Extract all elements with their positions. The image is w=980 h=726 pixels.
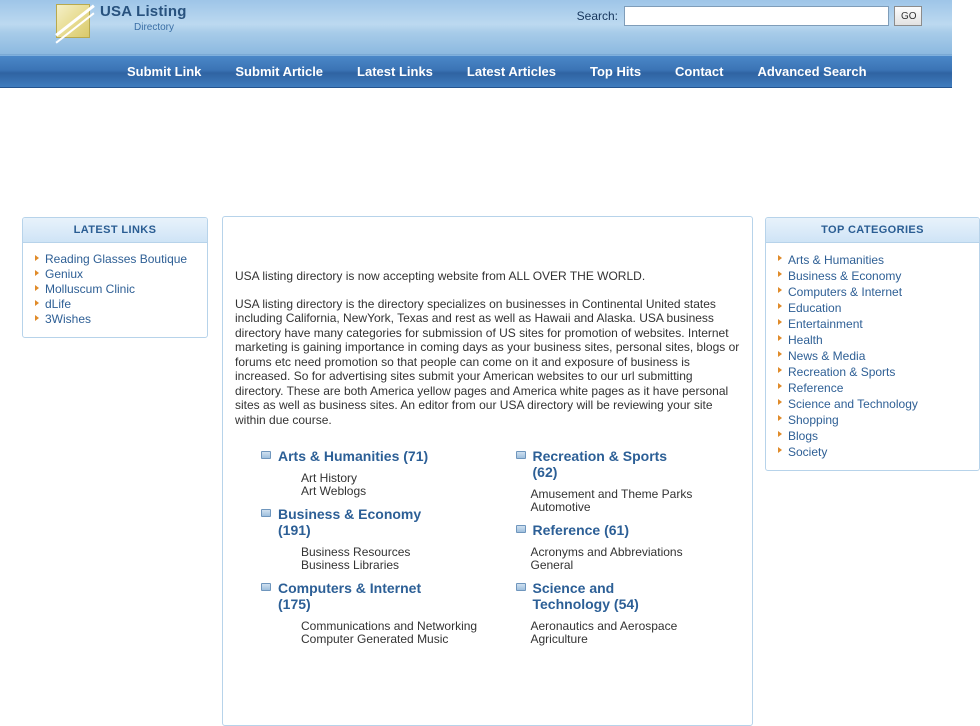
subcategory-business-resources[interactable]: Business Resources bbox=[301, 545, 411, 559]
list-item[interactable] bbox=[766, 412, 979, 428]
category-link-arts-humanities[interactable]: Arts & Humanities (71) bbox=[261, 448, 431, 464]
logo-subtitle: Directory bbox=[134, 22, 175, 33]
top-category-entertainment[interactable]: Entertainment bbox=[788, 317, 863, 331]
nav-item-advanced-search[interactable]: Advanced Search bbox=[757, 64, 867, 79]
subcategory-amusement-theme-parks[interactable]: Amusement and Theme Parks bbox=[530, 487, 693, 501]
subcategory-list-business-economy bbox=[261, 546, 488, 572]
intro-text bbox=[223, 217, 752, 427]
category-column-left bbox=[223, 448, 488, 654]
category-grid bbox=[223, 438, 752, 654]
category-link-business-economy[interactable]: Business & Economy (191) bbox=[261, 506, 431, 538]
list-item[interactable] bbox=[766, 364, 979, 380]
folder-icon bbox=[261, 451, 271, 459]
latest-link-3wishes[interactable]: 3Wishes bbox=[45, 312, 92, 326]
subcategory-business-libraries[interactable]: Business Libraries bbox=[301, 558, 400, 572]
top-category-science-technology[interactable]: Science and Technology bbox=[788, 397, 918, 411]
subcategory-automotive[interactable]: Automotive bbox=[530, 500, 591, 514]
latest-links-list bbox=[23, 252, 207, 327]
list-item[interactable] bbox=[766, 444, 979, 460]
top-category-health[interactable]: Health bbox=[788, 333, 823, 347]
logo-title: USA Listing bbox=[100, 3, 187, 20]
bullet-arrow-icon bbox=[778, 431, 782, 437]
list-item[interactable] bbox=[23, 252, 207, 267]
folder-icon bbox=[516, 583, 526, 591]
bullet-arrow-icon bbox=[778, 255, 782, 261]
list-item[interactable] bbox=[766, 380, 979, 396]
list-item[interactable] bbox=[301, 633, 488, 646]
folder-icon bbox=[261, 583, 271, 591]
nav-item-contact[interactable]: Contact bbox=[675, 64, 724, 79]
list-item[interactable] bbox=[23, 267, 207, 282]
top-categories-list bbox=[766, 252, 979, 460]
subcategory-agriculture[interactable]: Agriculture bbox=[530, 632, 588, 646]
list-item[interactable] bbox=[531, 501, 753, 514]
latest-link-dlife[interactable]: dLife bbox=[45, 297, 72, 311]
subcategory-computer-generated-music[interactable]: Computer Generated Music bbox=[301, 632, 449, 646]
bullet-arrow-icon bbox=[35, 285, 39, 291]
list-item[interactable] bbox=[23, 297, 207, 312]
list-item[interactable] bbox=[766, 332, 979, 348]
top-category-news-media[interactable]: News & Media bbox=[788, 349, 866, 363]
bullet-arrow-icon bbox=[35, 255, 39, 261]
list-item[interactable] bbox=[766, 300, 979, 316]
bullet-arrow-icon bbox=[778, 383, 782, 389]
subcategory-aeronautics-aerospace[interactable]: Aeronautics and Aerospace bbox=[530, 619, 678, 633]
latest-link-geniux[interactable]: Geniux bbox=[45, 267, 84, 281]
list-item[interactable] bbox=[23, 312, 207, 327]
bullet-arrow-icon bbox=[778, 367, 782, 373]
list-item[interactable] bbox=[766, 348, 979, 364]
subcategory-list-arts-humanities bbox=[261, 472, 488, 498]
search-go-button[interactable]: GO bbox=[894, 6, 922, 26]
list-item[interactable] bbox=[766, 268, 979, 284]
search-input[interactable] bbox=[624, 6, 889, 26]
logo-icon bbox=[56, 4, 90, 38]
list-item[interactable] bbox=[766, 428, 979, 444]
latest-links-body bbox=[23, 243, 207, 337]
top-category-reference[interactable]: Reference bbox=[788, 381, 844, 395]
subcategory-communications-networking[interactable]: Communications and Networking bbox=[301, 619, 478, 633]
list-item[interactable] bbox=[531, 633, 753, 646]
list-item[interactable] bbox=[301, 559, 488, 572]
latest-link-reading-glasses-boutique[interactable]: Reading Glasses Boutique bbox=[45, 252, 188, 266]
folder-icon bbox=[516, 525, 526, 533]
site-header bbox=[0, 0, 952, 55]
nav-item-latest-links[interactable]: Latest Links bbox=[357, 64, 433, 79]
category-block-arts-humanities bbox=[261, 448, 488, 498]
category-block-computers-internet bbox=[261, 580, 488, 646]
latest-links-panel bbox=[22, 217, 208, 338]
subcategory-general[interactable]: General bbox=[530, 558, 574, 572]
category-block-recreation-sports bbox=[516, 448, 753, 514]
subcategory-acronyms-abbreviations[interactable]: Acronyms and Abbreviations bbox=[530, 545, 683, 559]
list-item[interactable] bbox=[301, 485, 488, 498]
bullet-arrow-icon bbox=[35, 315, 39, 321]
category-block-reference bbox=[516, 522, 753, 572]
top-category-business-economy[interactable]: Business & Economy bbox=[788, 269, 902, 283]
nav-item-top-hits[interactable]: Top Hits bbox=[590, 64, 642, 79]
bullet-arrow-icon bbox=[35, 270, 39, 276]
nav-item-latest-articles[interactable]: Latest Articles bbox=[466, 64, 557, 79]
search-label: Search: bbox=[576, 9, 618, 23]
bullet-arrow-icon bbox=[778, 319, 782, 325]
logo-text bbox=[100, 4, 187, 33]
list-item[interactable] bbox=[531, 559, 753, 572]
subcategory-list-science-technology bbox=[516, 620, 753, 646]
category-block-business-economy bbox=[261, 506, 488, 572]
top-categories-body bbox=[766, 243, 979, 470]
nav-item-submit-article[interactable]: Submit Article bbox=[235, 64, 324, 79]
list-item[interactable] bbox=[766, 252, 979, 268]
intro-paragraph-2: USA listing directory is the directory specializes on businesses in Continental United states including California, NewYork, Texas and rest as well as Hawaii and Alaska. USA business directory have many categories for submission of US sites for promotion of websites. Internet marketing is gaining importance in coming days as your business sites, personal sites, blogs or forums etc need promotion so that people can come on it and exposure of business is increased. So for advertising sites submit your American websites to our url submitting directory. These are both America yellow pages and America white pages as it have personal sites as well as business sites. An editor from our USA directory will be reviewing your site within due course. bbox=[235, 296, 740, 427]
main-navigation bbox=[0, 55, 952, 88]
latest-links-title: LATEST LINKS bbox=[23, 218, 207, 243]
subcategory-art-history[interactable]: Art History bbox=[301, 471, 358, 485]
top-category-recreation-sports[interactable]: Recreation & Sports bbox=[788, 365, 896, 379]
bullet-arrow-icon bbox=[35, 300, 39, 306]
list-item[interactable] bbox=[23, 282, 207, 297]
subcategory-list-reference bbox=[516, 546, 753, 572]
bullet-arrow-icon bbox=[778, 447, 782, 453]
latest-link-molluscum-clinic[interactable]: Molluscum Clinic bbox=[45, 282, 136, 296]
category-link-reference[interactable]: Reference (61) bbox=[516, 522, 686, 538]
top-category-computers-internet[interactable]: Computers & Internet bbox=[788, 285, 903, 299]
top-category-society[interactable]: Society bbox=[788, 445, 828, 459]
top-category-shopping[interactable]: Shopping bbox=[788, 413, 839, 427]
list-item[interactable] bbox=[766, 284, 979, 300]
site-logo[interactable] bbox=[56, 4, 187, 38]
intro-paragraph-1: USA listing directory is now accepting website from ALL OVER THE WORLD. bbox=[235, 269, 646, 283]
subcategory-art-weblogs[interactable]: Art Weblogs bbox=[301, 484, 367, 498]
list-item[interactable] bbox=[766, 316, 979, 332]
subcategory-list-computers-internet bbox=[261, 620, 488, 646]
category-link-computers-internet[interactable]: Computers & Internet (175) bbox=[261, 580, 431, 612]
top-categories-title: TOP CATEGORIES bbox=[766, 218, 979, 243]
bullet-arrow-icon bbox=[778, 287, 782, 293]
page-body bbox=[0, 88, 952, 646]
bullet-arrow-icon bbox=[778, 335, 782, 341]
bullet-arrow-icon bbox=[778, 415, 782, 421]
bullet-arrow-icon bbox=[778, 351, 782, 357]
bullet-arrow-icon bbox=[778, 303, 782, 309]
search-area bbox=[577, 6, 922, 26]
main-content bbox=[222, 216, 753, 726]
category-column-right bbox=[488, 448, 753, 654]
folder-icon bbox=[261, 509, 271, 517]
top-category-blogs[interactable]: Blogs bbox=[788, 429, 819, 443]
category-block-science-technology bbox=[516, 580, 753, 646]
nav-item-submit-link[interactable]: Submit Link bbox=[127, 64, 202, 79]
subcategory-list-recreation-sports bbox=[516, 488, 753, 514]
category-link-science-technology[interactable]: Science and Technology (54) bbox=[516, 580, 686, 612]
top-category-arts-humanities[interactable]: Arts & Humanities bbox=[788, 253, 885, 267]
top-category-education[interactable]: Education bbox=[788, 301, 842, 315]
list-item[interactable] bbox=[766, 396, 979, 412]
top-categories-panel bbox=[765, 217, 980, 471]
bullet-arrow-icon bbox=[778, 271, 782, 277]
folder-icon bbox=[516, 451, 526, 459]
category-link-recreation-sports[interactable]: Recreation & Sports (62) bbox=[516, 448, 686, 480]
bullet-arrow-icon bbox=[778, 399, 782, 405]
